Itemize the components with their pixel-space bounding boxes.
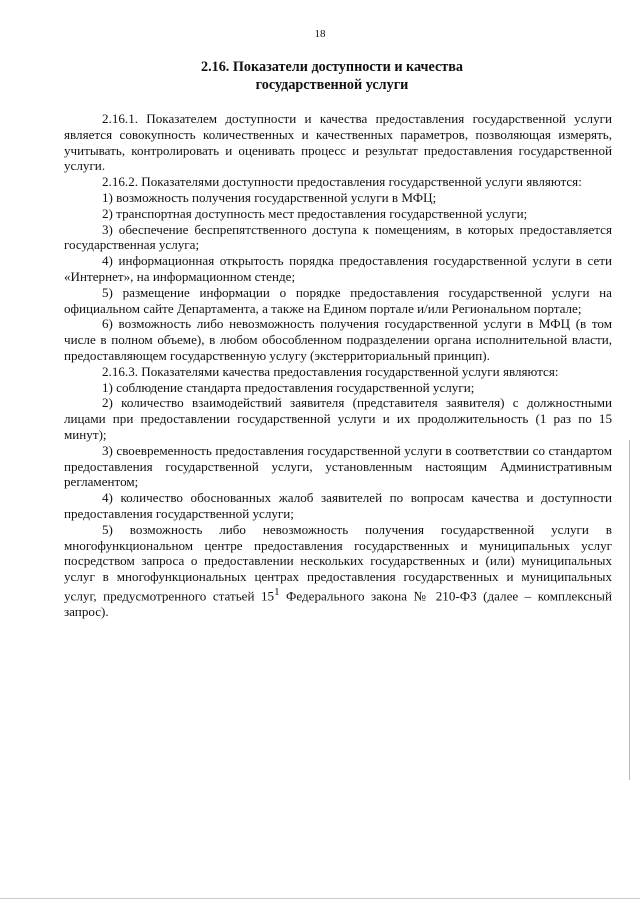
list-item-quality-5-text: 5) возможность либо невозможность получения государственной услуги в многофункциональном центре предоставления государственных и муниципальных услуг посредством запроса о предоставлении нескольких государственных и (или) муниципальных услуг в многофункциональных центрах предоставления государственных и муниципальных услуг, предусмотренного статьей 15 [64,521,612,604]
list-item-accessibility-1: 1) возможность получения государственной услуги в МФЦ; [102,189,437,205]
list-item-quality-4: 4) количество обоснованных жалоб заявителей по вопросам качества и доступности предоставления государственной услуги; [64,490,612,521]
list-item-quality-2: 2) количество взаимодействий заявителя (представителя заявителя) с должностными лицами при предоставлении государственной услуги и их продолжительность (1 раз по 15 минут); [64,395,612,442]
section-heading [60,58,604,94]
list-item-accessibility-3: 3) обеспечение беспрепятственного доступа к помещениям, в которых предоставляется государственная услуга; [64,221,612,253]
list-item-accessibility-2: 2) транспортная доступность мест предоставления государственной услуги; [102,205,528,221]
section-heading-line-1: 2.16. Показатели доступности и качества [200,59,464,75]
list-item-quality-1: 1) соблюдение стандарта предоставления государственной услуги; [102,379,475,395]
paragraph-2-16-3: 2.16.3. Показателями качества предоставления государственной услуги являются: [102,363,559,379]
paragraph-2-16-2: 2.16.2. Показателями доступности предоставления государственной услуги являются: [102,174,582,190]
section-heading-line-2: государственной услуги [255,77,409,93]
list-item-quality-3: 3) своевременность предоставления государственной услуги в соответствии со стандартом предоставления государственной услуги, установленным настоящим Административным регламентом; [64,442,612,490]
list-item-quality-5 [64,522,612,620]
scan-edge-line [629,440,630,780]
list-item-accessibility-6: 6) возможность либо невозможность получения государственной услуги в МФЦ (в том числе в полном объеме), в любом обособленном подразделении органа исполнительной власти, предоставляющем государственную услугу (экстерриториальный принцип). [64,316,612,363]
document-body [64,111,612,620]
article-superscript: 1 [274,585,280,598]
page-number: 18 [314,28,326,40]
list-item-quality-5-text-end: Федерального закона № 210-ФЗ (далее – комплексный запрос). [64,588,612,620]
paragraph-2-16-1: 2.16.1. Показателем доступности и качества предоставления государственной услуги является совокупность количественных и качественных параметров, позволяющая измерять, учитывать, контролировать и оценивать процесс и результат предоставления государственной услуги. [64,111,612,174]
list-item-accessibility-5: 5) размещение информации о порядке предоставления государственной услуги на официальном сайте Департамента, а также на Едином портале и/или Региональном портале; [64,284,612,316]
scan-bottom-line [0,898,640,899]
list-item-accessibility-4: 4) информационная открытость порядка предоставления государственной услуги в сети «Интернет», на информационном стенде; [64,253,612,284]
